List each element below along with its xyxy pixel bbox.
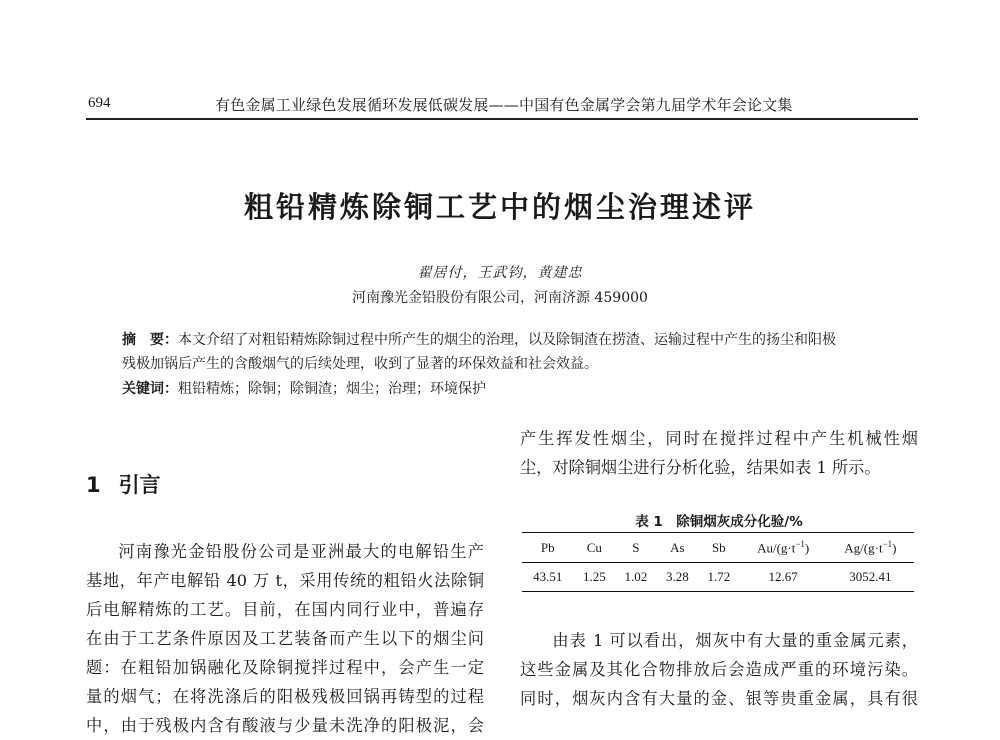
abstract-text-1: 本文介绍了对粗铅精炼除铜过程中所产生的烟尘的治理，以及除铜渣在捞渣、运输过程中产生的扬尘和阳极 bbox=[178, 332, 836, 348]
body-line: 同时，烟灰内含有大量的金、银等贵重金属，具有很 bbox=[520, 689, 918, 708]
body-line: 题：在粗铅加锅融化及除铜搅拌过程中，会产生一定 bbox=[86, 658, 484, 677]
table-cell: 12.67 bbox=[768, 569, 798, 585]
table-header-cell: As bbox=[670, 539, 685, 555]
abstract-label: 摘 要： bbox=[122, 332, 178, 348]
table-caption: 表 1 除铜烟灰成分化验/% bbox=[635, 514, 803, 530]
section-title: 引言 bbox=[118, 473, 161, 497]
table-cell: 3052.41 bbox=[849, 569, 892, 585]
right-column-bottom bbox=[520, 626, 918, 713]
body-line: 产生挥发性烟尘，同时在搅拌过程中产生机械性烟 bbox=[520, 429, 918, 448]
table-cell: 43.51 bbox=[533, 569, 563, 585]
body-line: 尘，对除铜烟尘进行分析化验，结果如表 1 所示。 bbox=[520, 458, 881, 477]
table-header-cell: Sb bbox=[711, 539, 726, 555]
body-line: 这些金属及其化合物排放后会造成严重的环境污染。 bbox=[520, 660, 918, 679]
body-line: 后电解精炼的工艺。目前，在国内同行业中，普遍存 bbox=[86, 600, 484, 619]
table-header-cell: $Au/(g\cdot t^{-1})$ bbox=[757, 539, 810, 556]
table-cell: 1.02 bbox=[624, 569, 648, 585]
page-number: 694 bbox=[88, 95, 111, 111]
body-line: 河南豫光金铅股份公司是亚洲最大的电解铅生产 bbox=[118, 542, 484, 561]
paper-title: 粗铅精炼除铜工艺中的烟尘治理述评 bbox=[243, 190, 756, 224]
paper-authors: 翟居付，王武钧，黄建忠 bbox=[417, 265, 583, 281]
table-row bbox=[522, 563, 914, 592]
composition-table bbox=[522, 532, 914, 592]
keywords-line bbox=[122, 377, 902, 401]
section-number: 1 bbox=[86, 473, 101, 497]
table-cell: 3.28 bbox=[665, 569, 689, 585]
keywords-text: 粗铅精炼；除铜；除铜渣；烟尘；治理；环境保护 bbox=[178, 381, 486, 397]
table-header-row bbox=[522, 533, 914, 563]
body-line: 中，由于残极内含有酸液与少量未洗净的阳极泥，会 bbox=[86, 716, 484, 735]
table-header-cell: Cu bbox=[586, 539, 602, 555]
table-header-cell: $Ag/(g\cdot t^{-1})$ bbox=[844, 539, 897, 556]
header-rule bbox=[86, 118, 918, 120]
section-heading bbox=[86, 469, 161, 499]
left-column-paragraph bbox=[86, 537, 484, 740]
table-cell: 1.72 bbox=[707, 569, 731, 585]
table-header-cell: Pb bbox=[540, 539, 555, 555]
right-column-top bbox=[520, 424, 918, 482]
paper-affiliation: 河南豫光金铅股份有限公司，河南济源 459000 bbox=[352, 290, 648, 306]
running-title: 有色金属工业绿色发展循环发展低碳发展——中国有色金属学会第九届学术年会论文集 bbox=[215, 96, 793, 114]
abstract-line-1 bbox=[122, 328, 902, 352]
body-line: 量的烟气；在将洗涤后的阳极残极回锅再铸型的过程 bbox=[86, 687, 484, 706]
abstract-line-2: 残极加锅后产生的含酸烟气的后续处理，收到了显著的环保效益和社会效益。 bbox=[122, 356, 598, 372]
table-cell: 1.25 bbox=[582, 569, 606, 585]
body-line: 基地，年产电解铅 40 万 t，采用传统的粗铅火法除铜 bbox=[86, 571, 484, 590]
body-line: 在由于工艺条件原因及工艺装备而产生以下的烟尘问 bbox=[86, 629, 484, 648]
table-header-cell: S bbox=[632, 539, 640, 555]
body-line: 由表 1 可以看出，烟灰中有大量的重金属元素， bbox=[552, 631, 918, 650]
keywords-label: 关键词： bbox=[122, 381, 178, 397]
